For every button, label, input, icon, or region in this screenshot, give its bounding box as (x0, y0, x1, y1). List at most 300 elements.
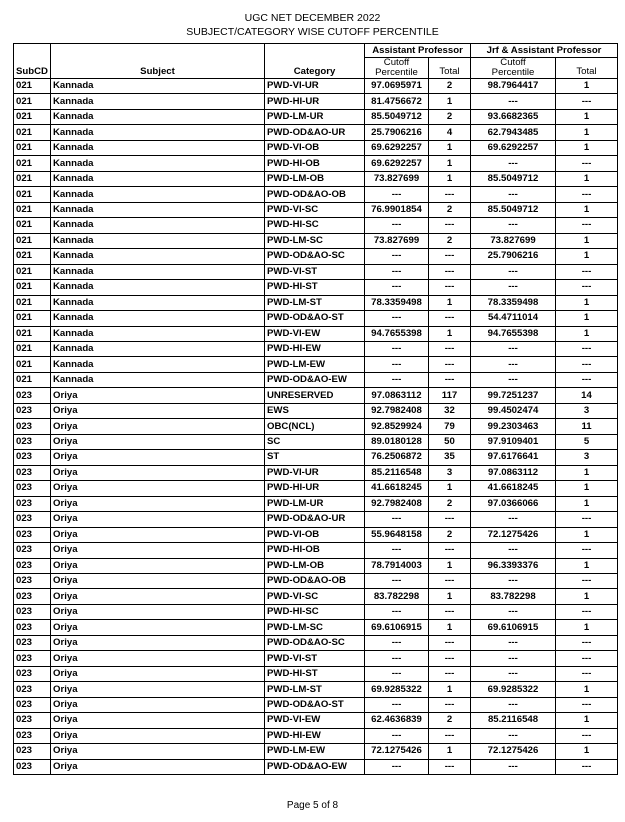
category-cell: PWD-HI-SC (265, 218, 365, 233)
subcd-cell: 021 (14, 326, 51, 341)
subject-cell: Kannada (51, 218, 265, 233)
jrf-total-cell: 3 (556, 450, 618, 465)
jrf-total-cell: 1 (556, 496, 618, 511)
ap-total-cell: 2 (429, 713, 471, 728)
jrf-percentile-cell: --- (471, 697, 556, 712)
jrf-percentile-cell: --- (471, 574, 556, 589)
ap-percentile-cell: 92.8529924 (365, 419, 429, 434)
table-row (14, 264, 618, 279)
jrf-total-cell: --- (556, 543, 618, 558)
ap-percentile-cell: 78.7914003 (365, 558, 429, 573)
jrf-percentile-cell: 96.3393376 (471, 558, 556, 573)
subject-cell: Kannada (51, 357, 265, 372)
subject-cell: Kannada (51, 249, 265, 264)
ap-total-cell: 2 (429, 202, 471, 217)
ap-total-cell: 79 (429, 419, 471, 434)
subject-cell: Kannada (51, 156, 265, 171)
ap-percentile-cell: 85.2116548 (365, 465, 429, 480)
col-header-ap-total: Total (429, 58, 471, 79)
subject-cell: Kannada (51, 233, 265, 248)
ap-percentile-cell: 92.7982408 (365, 403, 429, 418)
table-row (14, 666, 618, 681)
ap-percentile-cell: 72.1275426 (365, 744, 429, 759)
ap-total-cell: 1 (429, 94, 471, 109)
jrf-percentile-cell: 69.6292257 (471, 140, 556, 155)
jrf-percentile-cell: 85.5049712 (471, 171, 556, 186)
table-row (14, 713, 618, 728)
jrf-total-cell: 3 (556, 403, 618, 418)
table-row (14, 202, 618, 217)
subject-cell: Kannada (51, 125, 265, 140)
ap-percentile-cell: --- (365, 341, 429, 356)
table-row (14, 233, 618, 248)
col-header-jrf-percentile: Percentile (491, 67, 535, 78)
jrf-percentile-cell: 41.6618245 (471, 481, 556, 496)
ap-percentile-cell: --- (365, 218, 429, 233)
subject-cell: Oriya (51, 589, 265, 604)
col-header-category: Category (265, 44, 365, 79)
subject-cell: Oriya (51, 496, 265, 511)
ap-percentile-cell: --- (365, 280, 429, 295)
jrf-percentile-cell: 99.4502474 (471, 403, 556, 418)
jrf-percentile-cell: --- (471, 666, 556, 681)
subcd-cell: 021 (14, 295, 51, 310)
ap-percentile-cell: 97.0695971 (365, 79, 429, 94)
table-body (14, 79, 618, 775)
subject-cell: Kannada (51, 341, 265, 356)
jrf-total-cell: --- (556, 697, 618, 712)
subcd-cell: 021 (14, 218, 51, 233)
category-cell: PWD-HI-ST (265, 280, 365, 295)
ap-total-cell: 3 (429, 465, 471, 480)
subject-cell: Oriya (51, 713, 265, 728)
category-cell: PWD-OD&AO-ST (265, 311, 365, 326)
subcd-cell: 021 (14, 372, 51, 387)
jrf-percentile-cell: 99.2303463 (471, 419, 556, 434)
ap-percentile-cell: --- (365, 604, 429, 619)
jrf-percentile-cell: --- (471, 156, 556, 171)
ap-total-cell: 2 (429, 233, 471, 248)
ap-total-cell: 1 (429, 558, 471, 573)
ap-percentile-cell: --- (365, 264, 429, 279)
ap-percentile-cell: 97.0863112 (365, 388, 429, 403)
ap-total-cell: 1 (429, 620, 471, 635)
subject-cell: Oriya (51, 728, 265, 743)
category-cell: PWD-HI-UR (265, 94, 365, 109)
ap-total-cell: 1 (429, 589, 471, 604)
category-cell: PWD-OD&AO-EW (265, 372, 365, 387)
category-cell: PWD-VI-EW (265, 713, 365, 728)
ap-percentile-cell: --- (365, 574, 429, 589)
jrf-percentile-cell: 54.4711014 (471, 311, 556, 326)
jrf-total-cell: --- (556, 574, 618, 589)
jrf-total-cell: 1 (556, 140, 618, 155)
subject-cell: Oriya (51, 682, 265, 697)
ap-total-cell: 1 (429, 295, 471, 310)
ap-total-cell: --- (429, 635, 471, 650)
table-row (14, 682, 618, 697)
jrf-percentile-cell: 69.6106915 (471, 620, 556, 635)
page-number: Page 5 of 8 (286, 800, 339, 811)
subject-cell: Kannada (51, 140, 265, 155)
ap-percentile-cell: --- (365, 187, 429, 202)
subject-cell: Oriya (51, 744, 265, 759)
ap-percentile-cell: --- (365, 666, 429, 681)
ap-total-cell: --- (429, 697, 471, 712)
ap-percentile-cell: 94.7655398 (365, 326, 429, 341)
subject-cell: Kannada (51, 109, 265, 124)
category-cell: PWD-OD&AO-UR (265, 512, 365, 527)
table-row (14, 79, 618, 94)
subcd-cell: 023 (14, 713, 51, 728)
ap-percentile-cell: --- (365, 311, 429, 326)
jrf-total-cell: 1 (556, 125, 618, 140)
jrf-total-cell: 1 (556, 233, 618, 248)
category-cell: EWS (265, 403, 365, 418)
subject-cell: Oriya (51, 388, 265, 403)
subject-cell: Oriya (51, 481, 265, 496)
ap-total-cell: 1 (429, 744, 471, 759)
subject-cell: Kannada (51, 264, 265, 279)
ap-percentile-cell: 69.9285322 (365, 682, 429, 697)
jrf-total-cell: 14 (556, 388, 618, 403)
subcd-cell: 021 (14, 156, 51, 171)
subject-cell: Oriya (51, 465, 265, 480)
ap-total-cell: 50 (429, 434, 471, 449)
table-row (14, 218, 618, 233)
category-cell: PWD-LM-EW (265, 357, 365, 372)
ap-percentile-cell: --- (365, 543, 429, 558)
table-row (14, 450, 618, 465)
category-cell: UNRESERVED (265, 388, 365, 403)
table-row (14, 326, 618, 341)
jrf-total-cell: 1 (556, 295, 618, 310)
cutoff-table (13, 43, 618, 775)
jrf-percentile-cell: --- (471, 543, 556, 558)
jrf-total-cell: 1 (556, 311, 618, 326)
table-row (14, 728, 618, 743)
jrf-percentile-cell: 99.7251237 (471, 388, 556, 403)
col-header-ap-percentile: Percentile (375, 67, 418, 78)
ap-percentile-cell: 73.827699 (365, 171, 429, 186)
ap-total-cell: --- (429, 543, 471, 558)
subject-cell: Oriya (51, 512, 265, 527)
table-row (14, 357, 618, 372)
subcd-cell: 021 (14, 202, 51, 217)
jrf-total-cell: --- (556, 341, 618, 356)
table-row (14, 372, 618, 387)
jrf-total-cell: --- (556, 264, 618, 279)
document-title: UGC NET DECEMBER 2022 (244, 12, 381, 24)
jrf-percentile-cell: 72.1275426 (471, 527, 556, 542)
jrf-percentile-cell: 98.7964417 (471, 79, 556, 94)
ap-percentile-cell: 69.6292257 (365, 156, 429, 171)
table-header (14, 44, 618, 79)
subcd-cell: 023 (14, 403, 51, 418)
ap-percentile-cell: 81.4756672 (365, 94, 429, 109)
subcd-cell: 021 (14, 171, 51, 186)
jrf-total-cell: 1 (556, 79, 618, 94)
ap-percentile-cell: 83.782298 (365, 589, 429, 604)
subcd-cell: 021 (14, 249, 51, 264)
subject-cell: Oriya (51, 651, 265, 666)
subcd-cell: 023 (14, 496, 51, 511)
category-cell: PWD-LM-EW (265, 744, 365, 759)
subject-cell: Oriya (51, 558, 265, 573)
ap-total-cell: --- (429, 341, 471, 356)
table-row (14, 434, 618, 449)
subcd-cell: 023 (14, 589, 51, 604)
subject-cell: Kannada (51, 372, 265, 387)
category-cell: PWD-VI-SC (265, 202, 365, 217)
category-cell: PWD-VI-ST (265, 264, 365, 279)
subcd-cell: 021 (14, 79, 51, 94)
ap-total-cell: --- (429, 604, 471, 619)
ap-total-cell: --- (429, 651, 471, 666)
category-cell: PWD-VI-UR (265, 465, 365, 480)
col-header-ap-cutoff-label: Cutoff (383, 57, 410, 68)
subject-cell: Kannada (51, 94, 265, 109)
jrf-total-cell: --- (556, 280, 618, 295)
category-cell: PWD-HI-OB (265, 543, 365, 558)
jrf-percentile-cell: --- (471, 280, 556, 295)
ap-percentile-cell: 69.6106915 (365, 620, 429, 635)
category-cell: PWD-VI-OB (265, 140, 365, 155)
jrf-percentile-cell: --- (471, 728, 556, 743)
ap-total-cell: --- (429, 512, 471, 527)
ap-percentile-cell: 85.5049712 (365, 109, 429, 124)
jrf-percentile-cell: 83.782298 (471, 589, 556, 604)
col-header-subject: Subject (51, 44, 265, 79)
col-header-ap-cutoff (365, 58, 429, 79)
subcd-cell: 023 (14, 543, 51, 558)
jrf-total-cell: --- (556, 728, 618, 743)
table-row (14, 125, 618, 140)
jrf-total-cell: --- (556, 759, 618, 774)
subject-cell: Oriya (51, 543, 265, 558)
subcd-cell: 023 (14, 604, 51, 619)
jrf-total-cell: 1 (556, 465, 618, 480)
jrf-percentile-cell: 97.6176641 (471, 450, 556, 465)
subcd-cell: 023 (14, 419, 51, 434)
ap-total-cell: 35 (429, 450, 471, 465)
jrf-total-cell: 1 (556, 744, 618, 759)
table-row (14, 140, 618, 155)
jrf-percentile-cell: --- (471, 759, 556, 774)
jrf-total-cell: 1 (556, 527, 618, 542)
jrf-percentile-cell: 85.2116548 (471, 713, 556, 728)
category-cell: PWD-HI-EW (265, 728, 365, 743)
subcd-cell: 023 (14, 450, 51, 465)
jrf-total-cell: 1 (556, 481, 618, 496)
subcd-cell: 023 (14, 465, 51, 480)
subject-cell: Oriya (51, 419, 265, 434)
jrf-total-cell: 1 (556, 171, 618, 186)
ap-total-cell: --- (429, 249, 471, 264)
ap-percentile-cell: 62.4636839 (365, 713, 429, 728)
table-row (14, 419, 618, 434)
ap-total-cell: 1 (429, 156, 471, 171)
jrf-total-cell: 1 (556, 620, 618, 635)
col-header-jrf-cutoff (471, 58, 556, 79)
jrf-percentile-cell: 25.7906216 (471, 249, 556, 264)
ap-total-cell: --- (429, 280, 471, 295)
subcd-cell: 021 (14, 109, 51, 124)
ap-total-cell: --- (429, 372, 471, 387)
subject-cell: Oriya (51, 434, 265, 449)
ap-total-cell: --- (429, 574, 471, 589)
category-cell: PWD-LM-OB (265, 558, 365, 573)
category-cell: PWD-OD&AO-OB (265, 187, 365, 202)
jrf-total-cell: --- (556, 512, 618, 527)
table-row (14, 94, 618, 109)
jrf-total-cell: 1 (556, 589, 618, 604)
category-cell: PWD-HI-UR (265, 481, 365, 496)
ap-percentile-cell: 73.827699 (365, 233, 429, 248)
jrf-total-cell: --- (556, 651, 618, 666)
table-row (14, 295, 618, 310)
ap-percentile-cell: --- (365, 512, 429, 527)
ap-total-cell: 1 (429, 682, 471, 697)
ap-percentile-cell: 89.0180128 (365, 434, 429, 449)
jrf-percentile-cell: 72.1275426 (471, 744, 556, 759)
table-row (14, 512, 618, 527)
subcd-cell: 021 (14, 94, 51, 109)
col-header-jrf-cutoff-label: Cutoff (500, 57, 526, 68)
subject-cell: Oriya (51, 635, 265, 650)
category-cell: PWD-VI-OB (265, 527, 365, 542)
table-row (14, 574, 618, 589)
table-row (14, 311, 618, 326)
subcd-cell: 021 (14, 311, 51, 326)
category-cell: PWD-LM-ST (265, 682, 365, 697)
category-cell: PWD-HI-SC (265, 604, 365, 619)
category-cell: PWD-LM-OB (265, 171, 365, 186)
ap-percentile-cell: 76.9901854 (365, 202, 429, 217)
ap-percentile-cell: --- (365, 697, 429, 712)
table-row (14, 403, 618, 418)
category-cell: PWD-OD&AO-SC (265, 635, 365, 650)
category-cell: PWD-HI-EW (265, 341, 365, 356)
jrf-total-cell: 1 (556, 109, 618, 124)
subject-cell: Oriya (51, 759, 265, 774)
ap-total-cell: --- (429, 187, 471, 202)
jrf-percentile-cell: 73.827699 (471, 233, 556, 248)
subject-cell: Kannada (51, 280, 265, 295)
category-cell: PWD-OD&AO-ST (265, 697, 365, 712)
table-row (14, 171, 618, 186)
table-row (14, 280, 618, 295)
table-row (14, 558, 618, 573)
subcd-cell: 023 (14, 651, 51, 666)
ap-percentile-cell: --- (365, 759, 429, 774)
ap-total-cell: 32 (429, 403, 471, 418)
subcd-cell: 023 (14, 697, 51, 712)
col-header-jrf-total: Total (556, 58, 618, 79)
jrf-percentile-cell: 94.7655398 (471, 326, 556, 341)
subject-cell: Oriya (51, 697, 265, 712)
category-cell: PWD-LM-SC (265, 620, 365, 635)
jrf-percentile-cell: --- (471, 651, 556, 666)
jrf-percentile-cell: 97.9109401 (471, 434, 556, 449)
subject-cell: Oriya (51, 604, 265, 619)
subcd-cell: 023 (14, 388, 51, 403)
jrf-total-cell: --- (556, 218, 618, 233)
table-row (14, 527, 618, 542)
table-row (14, 759, 618, 774)
subcd-cell: 023 (14, 759, 51, 774)
category-cell: PWD-HI-OB (265, 156, 365, 171)
category-cell: PWD-LM-UR (265, 109, 365, 124)
category-cell: PWD-LM-UR (265, 496, 365, 511)
jrf-percentile-cell: --- (471, 635, 556, 650)
jrf-percentile-cell: 62.7943485 (471, 125, 556, 140)
ap-total-cell: 2 (429, 79, 471, 94)
jrf-percentile-cell: 97.0863112 (471, 465, 556, 480)
jrf-percentile-cell: --- (471, 94, 556, 109)
ap-total-cell: --- (429, 728, 471, 743)
table-row (14, 589, 618, 604)
subject-cell: Kannada (51, 311, 265, 326)
subcd-cell: 021 (14, 264, 51, 279)
ap-total-cell: --- (429, 218, 471, 233)
table-row (14, 543, 618, 558)
ap-total-cell: 1 (429, 326, 471, 341)
category-cell: PWD-VI-UR (265, 79, 365, 94)
jrf-percentile-cell: 78.3359498 (471, 295, 556, 310)
jrf-total-cell: 1 (556, 249, 618, 264)
subcd-cell: 023 (14, 512, 51, 527)
jrf-percentile-cell: 69.9285322 (471, 682, 556, 697)
ap-total-cell: 1 (429, 481, 471, 496)
subcd-cell: 021 (14, 140, 51, 155)
category-cell: PWD-VI-SC (265, 589, 365, 604)
ap-percentile-cell: 92.7982408 (365, 496, 429, 511)
category-cell: PWD-HI-ST (265, 666, 365, 681)
subcd-cell: 023 (14, 434, 51, 449)
subcd-cell: 021 (14, 187, 51, 202)
table-row (14, 388, 618, 403)
jrf-percentile-cell: --- (471, 341, 556, 356)
subject-cell: Oriya (51, 574, 265, 589)
jrf-percentile-cell: --- (471, 604, 556, 619)
subcd-cell: 023 (14, 682, 51, 697)
ap-percentile-cell: --- (365, 635, 429, 650)
jrf-total-cell: 1 (556, 558, 618, 573)
category-cell: SC (265, 434, 365, 449)
category-cell: PWD-OD&AO-EW (265, 759, 365, 774)
subject-cell: Oriya (51, 527, 265, 542)
category-cell: PWD-VI-EW (265, 326, 365, 341)
subcd-cell: 021 (14, 233, 51, 248)
jrf-percentile-cell: 85.5049712 (471, 202, 556, 217)
ap-total-cell: 1 (429, 171, 471, 186)
ap-percentile-cell: 55.9648158 (365, 527, 429, 542)
jrf-percentile-cell: --- (471, 357, 556, 372)
table-row (14, 109, 618, 124)
subject-cell: Oriya (51, 620, 265, 635)
jrf-total-cell: --- (556, 94, 618, 109)
category-cell: OBC(NCL) (265, 419, 365, 434)
subject-cell: Kannada (51, 326, 265, 341)
table-row (14, 465, 618, 480)
jrf-total-cell: 5 (556, 434, 618, 449)
group-header-assistant-professor: Assistant Professor (365, 44, 471, 58)
jrf-total-cell: 11 (556, 419, 618, 434)
subject-cell: Oriya (51, 450, 265, 465)
category-cell: ST (265, 450, 365, 465)
subcd-cell: 023 (14, 558, 51, 573)
